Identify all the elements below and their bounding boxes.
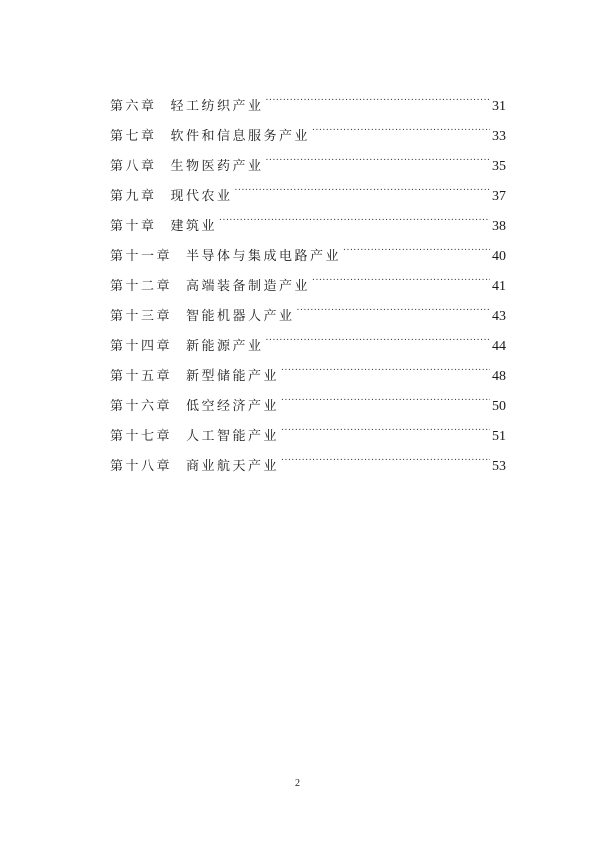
toc-page-number: 50	[492, 399, 506, 414]
toc-chapter-title: 半导体与集成电路产业	[186, 249, 342, 264]
toc-chapter-number: 第九章	[110, 189, 157, 204]
toc-chapter-number: 第十一章	[110, 249, 173, 264]
toc-dot-leader	[266, 80, 490, 110]
toc-dot-leader	[235, 170, 490, 200]
toc-page-number: 31	[492, 99, 506, 114]
toc-page-number: 51	[492, 429, 506, 444]
toc-chapter-title: 人工智能产业	[186, 429, 280, 444]
toc-entry[interactable]	[110, 230, 506, 264]
toc-chapter-title: 现代农业	[170, 189, 233, 204]
toc-chapter-number: 第十章	[110, 219, 157, 234]
toc-entry[interactable]	[110, 140, 506, 174]
toc-page-number: 38	[492, 219, 506, 234]
toc-dot-leader	[281, 350, 490, 380]
table-of-contents	[110, 80, 506, 474]
toc-chapter-number: 第六章	[110, 99, 157, 114]
toc-dot-leader	[312, 110, 490, 140]
toc-entry[interactable]	[110, 200, 506, 234]
toc-dot-leader	[343, 230, 490, 260]
toc-entry[interactable]	[110, 110, 506, 144]
toc-chapter-title: 新能源产业	[186, 339, 264, 354]
toc-chapter-number: 第十六章	[110, 399, 173, 414]
toc-dot-leader	[219, 200, 490, 230]
toc-dot-leader	[297, 290, 490, 320]
toc-chapter-number: 第十八章	[110, 459, 173, 474]
toc-chapter-number: 第十七章	[110, 429, 173, 444]
toc-chapter-title: 智能机器人产业	[186, 309, 295, 324]
toc-chapter-title: 低空经济产业	[186, 399, 280, 414]
toc-dot-leader	[266, 320, 490, 350]
toc-chapter-title: 软件和信息服务产业	[170, 129, 311, 144]
toc-chapter-number: 第十五章	[110, 369, 173, 384]
toc-chapter-title: 生物医药产业	[170, 159, 264, 174]
toc-page-number: 53	[492, 459, 506, 474]
toc-page-number: 44	[492, 339, 506, 354]
toc-page-number: 33	[492, 129, 506, 144]
toc-page-number: 48	[492, 369, 506, 384]
toc-page-number: 37	[492, 189, 506, 204]
toc-chapter-title: 轻工纺织产业	[170, 99, 264, 114]
toc-chapter-number: 第七章	[110, 129, 157, 144]
toc-entry[interactable]	[110, 170, 506, 204]
toc-dot-leader	[266, 140, 490, 170]
toc-dot-leader	[281, 440, 490, 470]
toc-dot-leader	[281, 380, 490, 410]
toc-chapter-title: 新型储能产业	[186, 369, 280, 384]
toc-chapter-number: 第八章	[110, 159, 157, 174]
toc-page-number: 35	[492, 159, 506, 174]
toc-entry[interactable]	[110, 80, 506, 114]
toc-chapter-number: 第十二章	[110, 279, 173, 294]
toc-page-number: 40	[492, 249, 506, 264]
page-footer-number: 2	[295, 778, 300, 789]
toc-dot-leader	[312, 260, 490, 290]
toc-chapter-title: 高端装备制造产业	[186, 279, 311, 294]
toc-page-number: 43	[492, 309, 506, 324]
toc-chapter-number: 第十四章	[110, 339, 173, 354]
toc-page-number: 41	[492, 279, 506, 294]
toc-dot-leader	[281, 410, 490, 440]
toc-chapter-number: 第十三章	[110, 309, 173, 324]
toc-chapter-title: 建筑业	[170, 219, 218, 234]
toc-chapter-title: 商业航天产业	[186, 459, 280, 474]
